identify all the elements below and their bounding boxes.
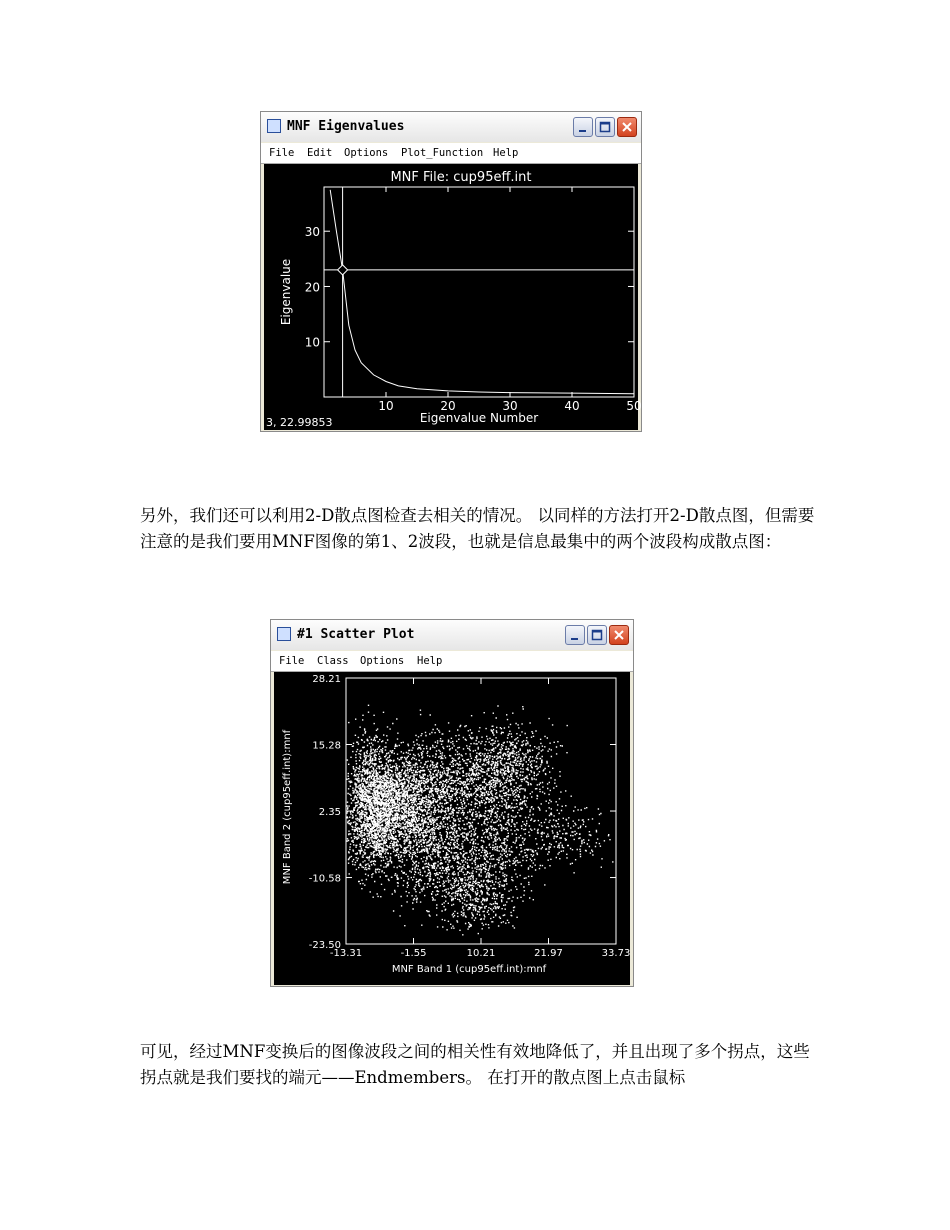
x-tick-label: -13.31 bbox=[329, 948, 363, 959]
menu-options[interactable]: Options bbox=[360, 655, 405, 667]
window-title: MNF Eigenvalues bbox=[287, 119, 405, 134]
menu-help[interactable]: Help bbox=[493, 147, 519, 159]
maximize-icon bbox=[596, 118, 614, 136]
chart-title: MNF File: cup95eff.int bbox=[390, 170, 532, 185]
paragraph-text: 另外，我们还可以利用2-D散点图检查去相关的情况。 以同样的方法打开2-D散点图，但需要注意的是我们要用MNF图像的第1、2波段，也就是信息最集中的两个波段构成散点图： bbox=[140, 506, 815, 551]
close-icon bbox=[610, 626, 628, 644]
y-tick-label: 28.21 bbox=[312, 674, 341, 685]
menu-file[interactable]: File bbox=[279, 655, 305, 667]
x-tick-label: 33.73 bbox=[601, 948, 631, 959]
paragraph-2 bbox=[140, 1039, 820, 1091]
plot-frame bbox=[324, 187, 634, 397]
cursor-marker bbox=[338, 265, 348, 275]
x-axis-label: MNF Band 1 (cup95eff.int):mnf bbox=[391, 964, 547, 975]
y-tick-label: 20 bbox=[304, 280, 320, 295]
x-tick-label: 30 bbox=[502, 399, 518, 413]
menu-plot-function[interactable]: Plot_Function bbox=[401, 147, 484, 159]
eigenvalue-chart bbox=[264, 164, 642, 430]
app-icon bbox=[267, 119, 281, 133]
app-icon bbox=[277, 627, 291, 641]
maximize-button[interactable] bbox=[595, 117, 615, 137]
title-bar[interactable] bbox=[271, 620, 633, 650]
minimize-button[interactable] bbox=[565, 625, 585, 645]
y-axis-label: Eigenvalue bbox=[279, 258, 293, 326]
x-axis-label: Eigenvalue Number bbox=[419, 411, 539, 425]
scatter-point-cloud bbox=[346, 705, 613, 936]
menu-help[interactable]: Help bbox=[417, 655, 443, 667]
menu-edit[interactable]: Edit bbox=[307, 147, 333, 159]
minimize-icon bbox=[574, 118, 592, 136]
cursor-readout: 3, 22.99853 bbox=[266, 416, 333, 429]
menu-file[interactable]: File bbox=[269, 147, 295, 159]
x-tick-label: 50 bbox=[626, 399, 642, 413]
window-title: #1 Scatter Plot bbox=[297, 627, 415, 642]
x-tick-label: 40 bbox=[564, 399, 580, 413]
close-button[interactable] bbox=[609, 625, 629, 645]
menu-bar bbox=[261, 143, 641, 164]
eigenvalue-series-line bbox=[330, 190, 634, 394]
paragraph-1 bbox=[140, 503, 820, 555]
y-tick-label: -23.50 bbox=[308, 940, 341, 951]
x-tick-label: 21.97 bbox=[534, 948, 563, 959]
close-icon bbox=[618, 118, 636, 136]
y-tick-label: 10 bbox=[304, 335, 320, 350]
x-tick-label: 10 bbox=[378, 399, 394, 413]
y-axis-label: MNF Band 2 (cup95eff.int):mnf bbox=[282, 729, 293, 885]
scatter-chart bbox=[274, 672, 630, 985]
scatter-plot-area[interactable] bbox=[274, 672, 630, 985]
maximize-button[interactable] bbox=[587, 625, 607, 645]
menu-options[interactable]: Options bbox=[344, 147, 389, 159]
y-tick-label: 2.35 bbox=[318, 807, 341, 819]
menu-bar bbox=[271, 651, 633, 672]
eigenvalue-plot-area[interactable] bbox=[264, 164, 642, 430]
eigenvalues-window bbox=[260, 111, 642, 432]
close-button[interactable] bbox=[617, 117, 637, 137]
x-tick-label: 10.21 bbox=[466, 948, 496, 959]
y-tick-label: -10.58 bbox=[308, 873, 341, 885]
minimize-icon bbox=[566, 626, 584, 644]
menu-class[interactable]: Class bbox=[317, 655, 349, 667]
x-tick-label: -1.55 bbox=[400, 948, 427, 959]
minimize-button[interactable] bbox=[573, 117, 593, 137]
paragraph-text: 可见，经过MNF变换后的图像波段之间的相关性有效地降低了，并且出现了多个拐点，这些拐点就是我们要找的端元——Endmembers。 在打开的散点图上点击鼠标 bbox=[140, 1042, 810, 1087]
maximize-icon bbox=[588, 626, 606, 644]
scatter-window bbox=[270, 619, 634, 987]
y-tick-label: 15.28 bbox=[312, 740, 341, 752]
title-bar[interactable] bbox=[261, 112, 641, 142]
y-tick-label: 30 bbox=[304, 225, 320, 240]
x-tick-label: 20 bbox=[440, 399, 456, 413]
